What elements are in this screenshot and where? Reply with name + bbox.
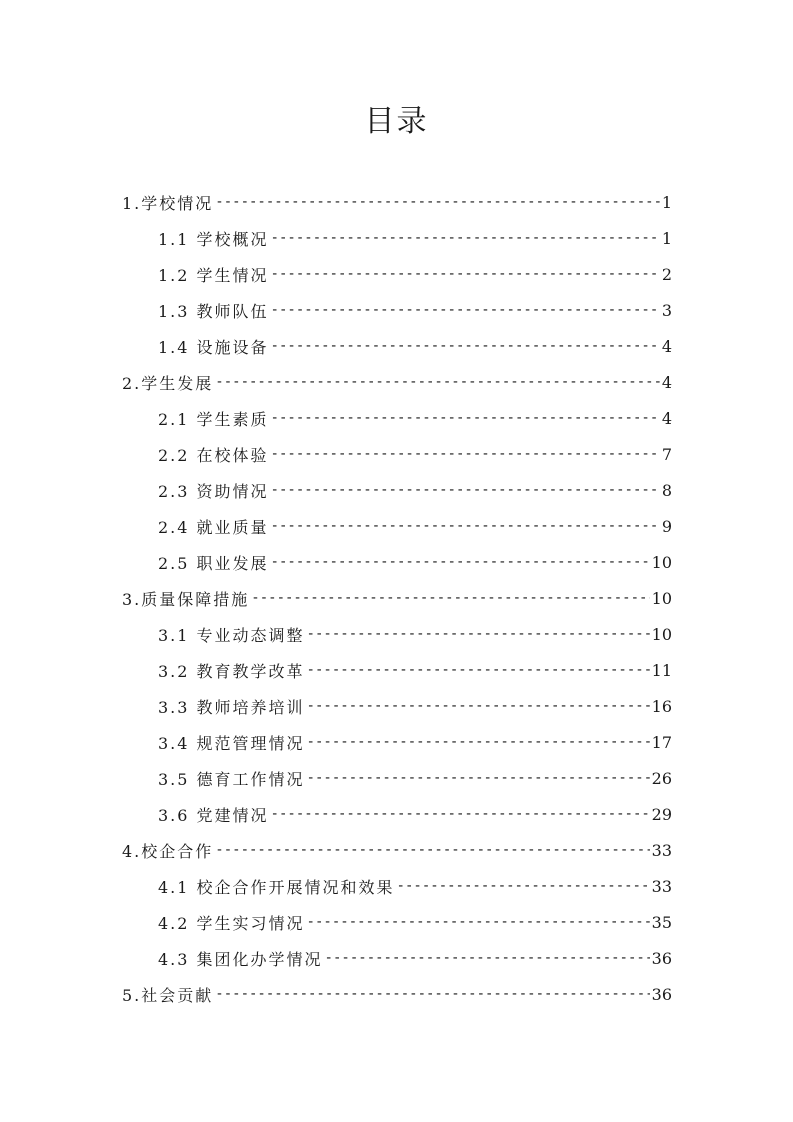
toc-entry-page-number: 26 [651,768,672,788]
toc-entry[interactable] [158,652,672,688]
toc-entry-label: 1.1 学校概况 [158,229,269,249]
toc-entry-label: 3.3 教师培养培训 [158,697,305,717]
toc-dot-leader [307,698,650,714]
toc-entry-page-number: 4 [661,408,672,428]
toc-dot-leader [215,374,660,390]
toc-entry-label: 5.社会贡献 [122,985,214,1005]
toc-entry-page-number: 10 [651,552,672,572]
toc-entry-label: 1.4 设施设备 [158,337,269,357]
toc-dot-leader [307,770,650,786]
toc-entry-page-number: 2 [661,264,672,284]
page-title: 目录 [364,104,429,139]
toc-dot-leader [307,626,650,642]
toc-entry-label: 4.校企合作 [122,841,214,861]
toc-entry[interactable] [122,580,672,616]
toc-entry-page-number: 10 [651,624,672,644]
toc-entry-label: 2.1 学生素质 [158,409,269,429]
toc-dot-leader [251,590,649,606]
toc-dot-leader [271,554,650,570]
toc-entry-page-number: 16 [651,696,672,716]
toc-entry-page-number: 4 [661,336,672,356]
toc-entry-page-number: 17 [651,732,672,752]
toc-dot-leader [307,662,650,678]
toc-entry-page-number: 11 [651,660,672,680]
toc-entry-page-number: 4 [661,372,672,392]
toc-dot-leader [271,482,660,498]
toc-entry[interactable] [158,616,672,652]
toc-entry-page-number: 8 [661,480,672,500]
toc-entry[interactable] [158,508,672,544]
toc-entry[interactable] [158,544,672,580]
toc-dot-leader [307,914,650,930]
toc-entry[interactable] [158,868,672,904]
toc-dot-leader [215,194,660,210]
toc-entry-page-number: 3 [661,300,672,320]
toc-entry-label: 2.4 就业质量 [158,517,269,537]
toc-entry-page-number: 33 [651,876,672,896]
toc-entry[interactable] [122,364,672,400]
toc-dot-leader [307,734,650,750]
toc-entry[interactable] [122,976,672,1012]
toc-entry[interactable] [158,724,672,760]
toc-entry-label: 2.5 职业发展 [158,553,269,573]
toc-entry-page-number: 36 [651,984,672,1004]
toc-entry-label: 4.3 集团化办学情况 [158,949,323,969]
toc-entry-page-number: 36 [651,948,672,968]
toc-entry-page-number: 1 [661,228,672,248]
toc-entry-label: 3.5 德育工作情况 [158,769,305,789]
toc-entry-label: 4.2 学生实习情况 [158,913,305,933]
toc-dot-leader [215,986,649,1002]
toc-entry-label: 1.3 教师队伍 [158,301,269,321]
toc-entry[interactable] [158,328,672,364]
toc-dot-leader [271,806,650,822]
toc-entry-label: 2.2 在校体验 [158,445,269,465]
toc-entry[interactable] [158,940,672,976]
toc-entry-label: 1.2 学生情况 [158,265,269,285]
toc-entry-label: 2.学生发展 [122,373,214,393]
toc-entry-page-number: 29 [651,804,672,824]
toc-entry-label: 3.质量保障措施 [122,589,250,609]
toc-entry-page-number: 1 [661,192,672,212]
toc-entry[interactable] [158,472,672,508]
toc-entry[interactable] [122,832,672,868]
toc-entry-label: 2.3 资助情况 [158,481,269,501]
toc-entry[interactable] [158,688,672,724]
toc-entry-page-number: 7 [661,444,672,464]
toc-dot-leader [271,410,660,426]
toc-entry-page-number: 10 [651,588,672,608]
toc-dot-leader [215,842,649,858]
toc-entry[interactable] [158,760,672,796]
toc-entry[interactable] [158,796,672,832]
toc-dot-leader [325,950,650,966]
toc-entry-label: 3.1 专业动态调整 [158,625,305,645]
toc-dot-leader [397,878,650,894]
toc-entry-page-number: 9 [661,516,672,536]
toc-dot-leader [271,230,660,246]
toc-entry[interactable] [158,256,672,292]
toc-entry-label: 1.学校情况 [122,193,214,213]
toc-dot-leader [271,518,660,534]
toc-entry[interactable] [158,292,672,328]
toc-entry-label: 3.2 教育教学改革 [158,661,305,681]
toc-dot-leader [271,302,660,318]
toc-entry[interactable] [158,400,672,436]
toc-entry-label: 4.1 校企合作开展情况和效果 [158,877,395,897]
toc-entry[interactable] [158,904,672,940]
toc-dot-leader [271,338,660,354]
toc-entry-page-number: 35 [651,912,672,932]
toc-entry-page-number: 33 [651,840,672,860]
toc-dot-leader [271,266,660,282]
toc-entry-label: 3.6 党建情况 [158,805,269,825]
toc-entry[interactable] [158,436,672,472]
toc-entry[interactable] [158,220,672,256]
toc-entry-label: 3.4 规范管理情况 [158,733,305,753]
toc-entry[interactable] [122,184,672,220]
toc-dot-leader [271,446,660,462]
